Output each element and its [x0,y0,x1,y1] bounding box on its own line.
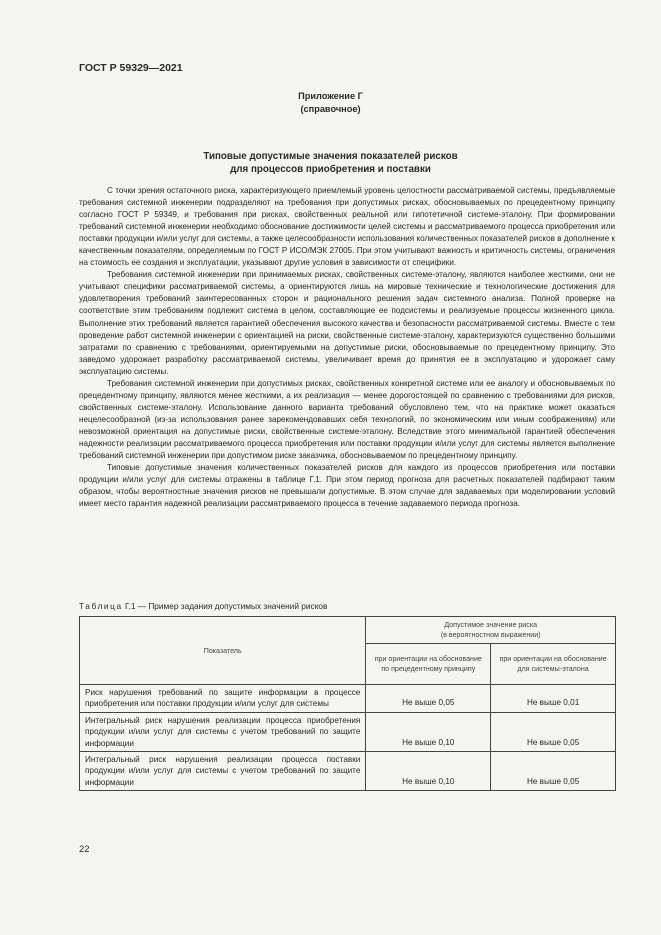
value-reference-cell: Не выше 0,05 [491,712,616,751]
table-row [80,752,616,791]
table-caption [79,601,327,611]
header-group [366,617,616,644]
header-indicator: Показатель [80,617,366,685]
risk-values-table [79,616,616,791]
header-precedent: при ориентации на обоснование по прецедентному принципу [366,644,491,685]
title-line-2: для процессов приобретения и поставки [230,164,431,175]
header-reference-system: при ориентации на обоснование для системы-эталона [491,644,616,685]
table-row [80,712,616,751]
appendix-type: (справочное) [300,104,361,114]
table-row [80,685,616,713]
paragraph: Типовые допустимые значения количественных показателей рисков для каждого из процессов приобретения или поставки продукции и/или услуг для системы отражены в таблице Г.1. При этом период прогноза для расчетных показателей подбирают таким образом, чтобы вероятностные значения рисков не превышали допустимые. В этом случае для задаваемых при моделировании условий имеет место гарантия надежной реализации рассматриваемого процесса в течение задаваемого периода прогноза. [79,463,615,509]
value-reference-cell: Не выше 0,01 [491,685,616,713]
document-standard-id: ГОСТ Р 59329—2021 [79,62,183,74]
paragraph: Требования системной инженерии при принимаемых рисках, свойственных системе-эталону, являются наиболее жесткими, они не учитывают специфики рассматриваемой системы, а ориентируются лишь на мировые технические и технологические достижения для удовлетворения требований заинтересованных сторон и рационального решения задач системного анализа. Полной проверке на соответствие этим требованиям подлежит система в целом, составляющие ее подсистемы и реализуемые процессы жизненного цикла. Выполнение этих требований является гарантией обеспечения высокого качества и безопасности рассматриваемой системы. Вместе с тем проведение работ системной инженерии с ориентацией на риски, свойственные системе-эталону, характеризуются существенно большими затратами по сравнению с требованиями, ориентируемыми на допустимые риски, обосновываемые по прецедентному принципу. Это заведомо удорожает разработку рассматриваемой системы, увеличивает время до принятия ее в эксплуатацию и удорожает саму эксплуатацию системы. [79,270,615,376]
header-group-line-1: Допустимое значение риска [444,621,538,629]
paragraph: Требования системной инженерии при допустимых рисках, свойственных конкретной системе или ее аналогу и обосновываемых по прецедентному принципу, являются менее жесткими, а их реализация — менее дорогостоящей по сравнению с требованиями для рисков, свойственных системе-эталону. Использование данного варианта требований обусловлено тем, что на практике может оказаться нецелесообразной (из-за использования ранее зарекомендовавших себя технологий, по экономическим или иным соображениям) или невозможной ориентация на допустимые риски, свойственные системе-эталону. Вследствие этого минимальной гарантией обеспечения надежности реализации рассматриваемого процесса приобретения или поставки продукции и/или услуг для системы является выполнение требований системной инженерии при допустимом риске заказчика, обосновываемом по прецедентному принципу. [79,378,615,461]
value-precedent-cell: Не выше 0,10 [366,752,491,791]
value-precedent-cell: Не выше 0,05 [366,685,491,713]
indicator-cell: Интегральный риск нарушения реализации процесса поставки продукции и/или услуг для системы с учетом требований по защите информации [80,752,366,791]
page-number: 22 [79,844,90,855]
table-caption-prefix: Таблица [79,601,123,611]
indicator-cell: Интегральный риск нарушения реализации процесса приобретения продукции и/или услуг для системы с учетом требований по защите информации [80,712,366,751]
value-reference-cell: Не выше 0,05 [491,752,616,791]
title-line-1: Типовые допустимые значения показателей рисков [203,151,458,162]
indicator-cell: Риск нарушения требований по защите информации в процессе приобретения или поставки продукции и/или услуг для системы [80,685,366,713]
value-precedent-cell: Не выше 0,10 [366,712,491,751]
header-group-line-2: (в вероятностном выражении) [440,631,541,639]
table-caption-text: Г.1 — Пример задания допустимых значений рисков [122,601,328,611]
table-header-row [80,617,616,644]
appendix-heading [0,90,661,116]
section-title [0,150,661,176]
paragraph: С точки зрения остаточного риска, характеризующего приемлемый уровень целостности рассматриваемой системы, предъявляемые требования системной инженерии подразделяют на требования при допустимых рисках, обосновываемых по прецедентному принципу согласно ГОСТ Р 59349, и требования при рисках, свойственных реальной или гипотетичной системе-эталону. При формировании требований системной инженерии необходимо обоснование достижимости целей системы и рассматриваемого процесса приобретения или поставки продукции и/или услуг для системы, а также целесообразности использования количественных показателей рисков в дополнение к качественным показателям, определяемым по ГОСТ Р ИСО/МЭК 27005. При этом учитывают важность и критичность системы, ограничения на стоимость ее создания и эксплуатации, указывают другие условия в зависимости от специфики. [79,186,615,268]
body-text [79,185,615,510]
appendix-label: Приложение Г [298,91,363,101]
